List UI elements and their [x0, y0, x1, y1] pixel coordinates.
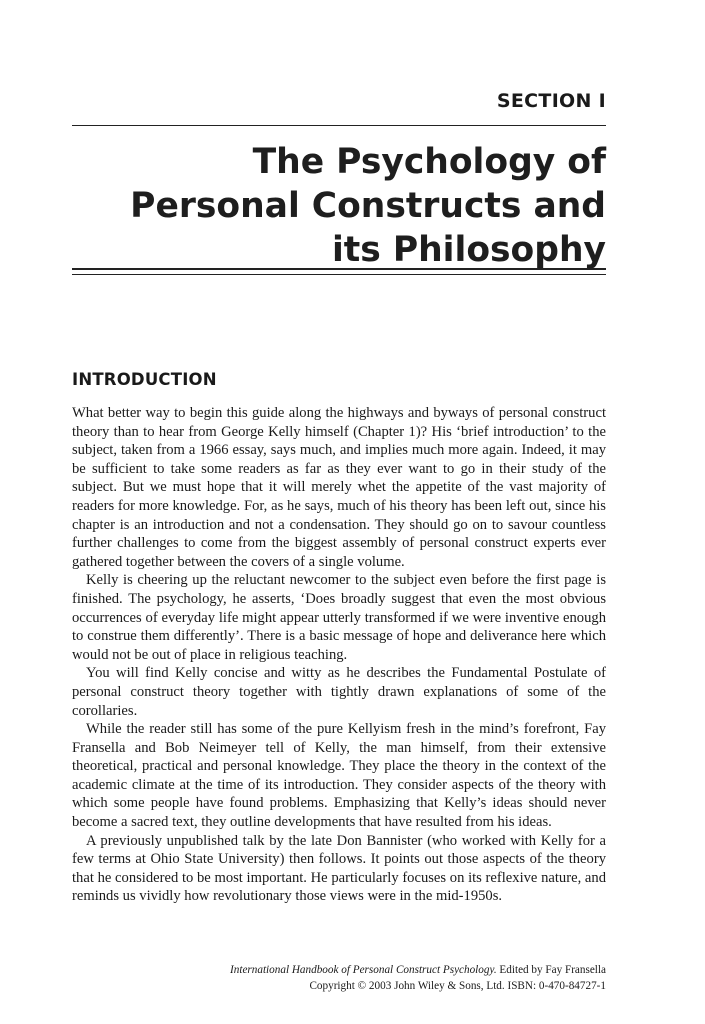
- introduction-body: [72, 404, 606, 906]
- chapter-title-line-1: The Psychology of: [252, 142, 606, 182]
- chapter-title-line-2: Personal Constructs and: [130, 186, 606, 226]
- paragraph: Kelly is cheering up the reluctant newcomer to the subject even before the first page is finished. The psychology, he asserts, ‘Does broadly suggest that even the most obvious occurrences of everyday life might appear utterly transformed if we were inventive enough to construe them differently’. There is a basic message of hope and deliverance here which would not be out of place in religious teaching.: [72, 572, 606, 663]
- paragraph: While the reader still has some of the pure Kellyism fresh in the mind’s forefront, Fay Fransella and Bob Neimeyer tell of Kelly, the man himself, from their extensive theoretical, practical and personal knowledge. They place the theory in the context of the academic climate at the time of its introduction. They consider aspects of the theory with which some people have found problems. Emphasizing that Kelly’s ideas should never become a sacred text, they outline developments that have resulted from his ideas.: [72, 721, 606, 831]
- paragraph: What better way to begin this guide along the highways and byways of personal construct theory than to hear from George Kelly himself (Chapter 1)? His ‘brief introduction’ to the subject, taken from a 1966 essay, says much, and implies much more again. Indeed, it may be sufficient to take some readers as far as they ever want to go in their study of the subject. But we must hope that it will merely whet the appetite of the vast majority of readers for more knowledge. For, as he says, much of his theory has been left out, since his chapter is an introduction and not a condensation. They should go on to savour countless further challenges to come from the biggest assembly of personal construct experts ever gathered together between the covers of a single volume.: [72, 405, 606, 570]
- copyright-line: Copyright © 2003 John Wiley & Sons, Ltd. ISBN: 0-470-84727-1: [309, 980, 606, 992]
- chapter-title: [72, 140, 606, 272]
- book-title: International Handbook of Personal Construct Psychology.: [230, 964, 497, 976]
- chapter-title-line-3: its Philosophy: [331, 230, 606, 270]
- top-rule: [72, 125, 606, 126]
- paragraph: A previously unpublished talk by the late Don Bannister (who worked with Kelly for a few terms at Ohio State University) then follows. It points out those aspects of the theory that he considered to be most important. He particularly focuses on its reflexive nature, and reminds us vividly how revolutionary those views were in the mid-1950s.: [72, 832, 606, 905]
- footer-citation-line: [72, 962, 606, 978]
- paragraph: You will find Kelly concise and witty as he describes the Fundamental Postulate of personal construct theory together with tightly drawn explanations of some of the corollaries.: [72, 665, 606, 719]
- section-label: SECTION I: [496, 90, 606, 112]
- introduction-heading: INTRODUCTION: [72, 370, 217, 389]
- page-footer: [72, 962, 606, 994]
- editor-credit: Edited by Fay Fransella: [496, 964, 606, 976]
- title-rule-thin: [72, 274, 606, 275]
- title-rule-thick: [72, 268, 606, 270]
